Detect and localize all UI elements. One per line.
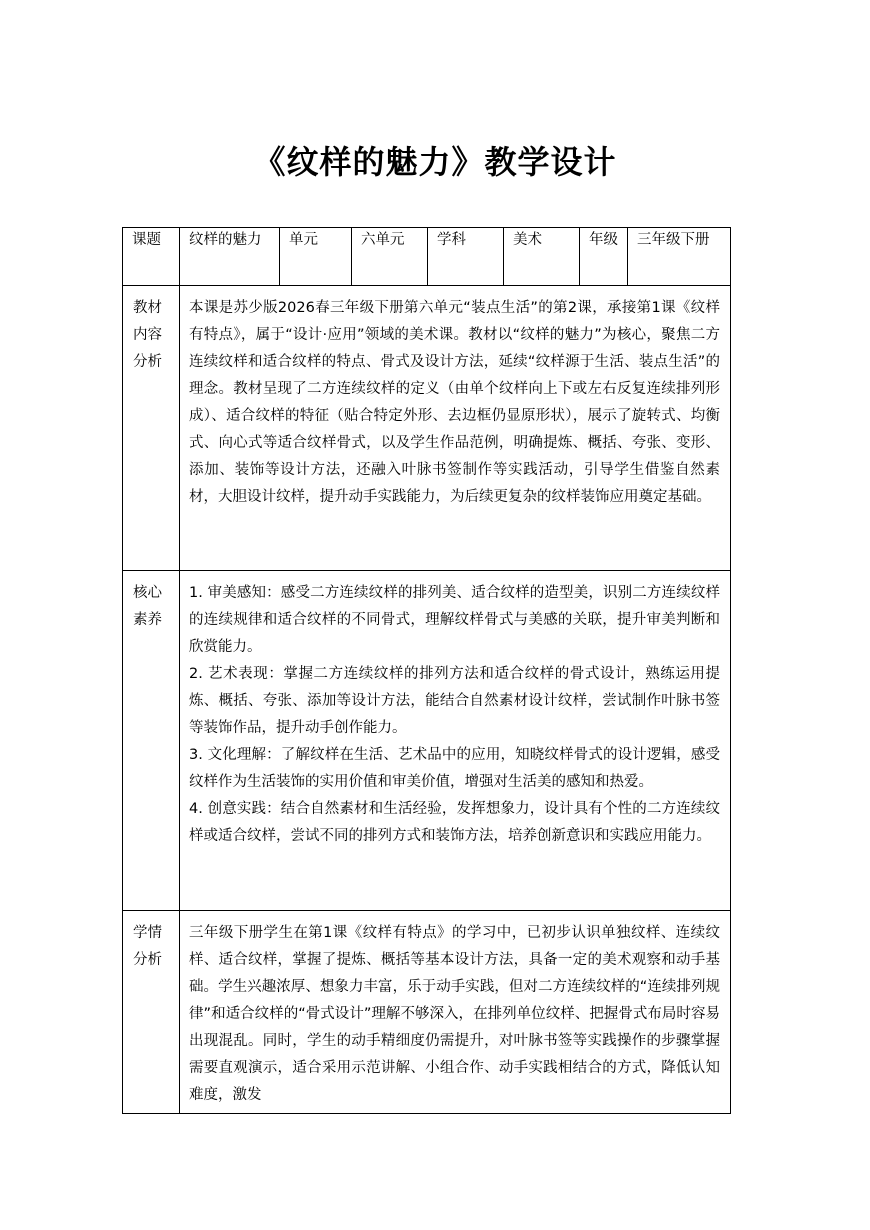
section-content xyxy=(180,571,730,854)
section-label: 教材内容分析 xyxy=(133,300,162,370)
section-label-cell xyxy=(123,286,180,571)
section-label-cell xyxy=(123,571,180,911)
paragraph: 2. 艺术表现：掌握二方连续纹样的排列方法和适合纹样的骨式设计，熟练运用提炼、概括、夸张、添加等设计方法，能结合自然素材设计纹样，尝试制作叶脉书签等装饰作品，提升动手创作能力。 xyxy=(189,666,720,736)
section-content xyxy=(180,286,730,515)
subject-value: 美术 xyxy=(513,232,542,248)
subject-label-cell xyxy=(428,228,504,286)
section-content-cell xyxy=(180,911,731,1114)
paragraph: 3. 文化理解：了解纹样在生活、艺术品中的应用，知晓纹样骨式的设计逻辑，感受纹样作为生活装饰的实用价值和审美价值，增强对生活美的感知和热爱。 xyxy=(189,747,720,790)
lesson-label-cell xyxy=(123,228,180,286)
grade-label-cell xyxy=(580,228,628,286)
unit-label: 单元 xyxy=(289,232,318,248)
section-label: 学情分析 xyxy=(133,925,162,968)
grade-value-cell xyxy=(628,228,731,286)
section-row-core-competencies xyxy=(123,571,731,911)
unit-value-cell xyxy=(352,228,428,286)
section-row-student-analysis xyxy=(123,911,731,1114)
section-label-cell xyxy=(123,911,180,1114)
lesson-value-cell xyxy=(180,228,280,286)
paragraph: 1. 审美感知：感受二方连续纹样的排列美、适合纹样的造型美，识别二方连续纹样的连续规律和适合纹样的不同骨式，理解纹样骨式与美感的关联，提升审美判断和欣赏能力。 xyxy=(189,585,720,655)
document-title: 《纹样的魅力》教学设计 xyxy=(253,143,617,181)
lesson-label: 课题 xyxy=(132,232,161,248)
paragraph: 4. 创意实践：结合自然素材和生活经验，发挥想象力，设计具有个性的二方连续纹样或适合纹样，尝试不同的排列方式和装饰方法，培养创新意识和实践应用能力。 xyxy=(189,801,720,844)
section-content-cell xyxy=(180,286,731,571)
lesson-value: 纹样的魅力 xyxy=(189,232,262,248)
unit-label-cell xyxy=(280,228,352,286)
paragraph: 三年级下册学生在第1课《纹样有特点》的学习中，已初步认识单独纹样、连续纹样、适合纹样，掌握了提炼、概括等基本设计方法，具备一定的美术观察和动手基础。学生兴趣浓厚、想象力丰富，乐于动手实践，但对二方连续纹样的“连续排列规律”和适合纹样的“骨式设计”理解不够深入，在排列单位纹样、把握骨式布局时容易出现混乱。同时，学生的动手精细度仍需提升，对叶脉书签等实践操作的步骤掌握需要直观演示，适合采用示范讲解、小组合作、动手实践相结合的方式，降低认知难度，激发 xyxy=(189,925,720,1103)
lesson-plan-table xyxy=(122,227,731,1114)
subject-value-cell xyxy=(504,228,580,286)
section-content-cell xyxy=(180,571,731,911)
section-label: 核心素养 xyxy=(133,585,162,628)
grade-label: 年级 xyxy=(589,232,618,248)
section-content xyxy=(180,911,730,1113)
unit-value: 六单元 xyxy=(361,232,405,248)
header-row xyxy=(123,228,731,286)
section-row-textbook-analysis xyxy=(123,286,731,571)
grade-value: 三年级下册 xyxy=(637,232,710,248)
paragraph: 本课是苏少版2026春三年级下册第六单元“装点生活”的第2课，承接第1课《纹样有特点》，属于“设计·应用”领域的美术课。教材以“纹样的魅力”为核心，聚焦二方连续纹样和适合纹样的特点、骨式及设计方法，延续“纹样源于生活、装点生活”的理念。教材呈现了二方连续纹样的定义（由单个纹样向上下或左右反复连续排列形成）、适合纹样的特征（贴合特定外形、去边框仍显原形状），展示了旋转式、均衡式、向心式等适合纹样骨式，以及学生作品范例，明确提炼、概括、夸张、变形、添加、装饰等设计方法，还融入叶脉书签制作等实践活动，引导学生借鉴自然素材，大胆设计纹样，提升动手实践能力，为后续更复杂的纹样装饰应用奠定基础。 xyxy=(189,300,720,505)
subject-label: 学科 xyxy=(437,232,466,248)
